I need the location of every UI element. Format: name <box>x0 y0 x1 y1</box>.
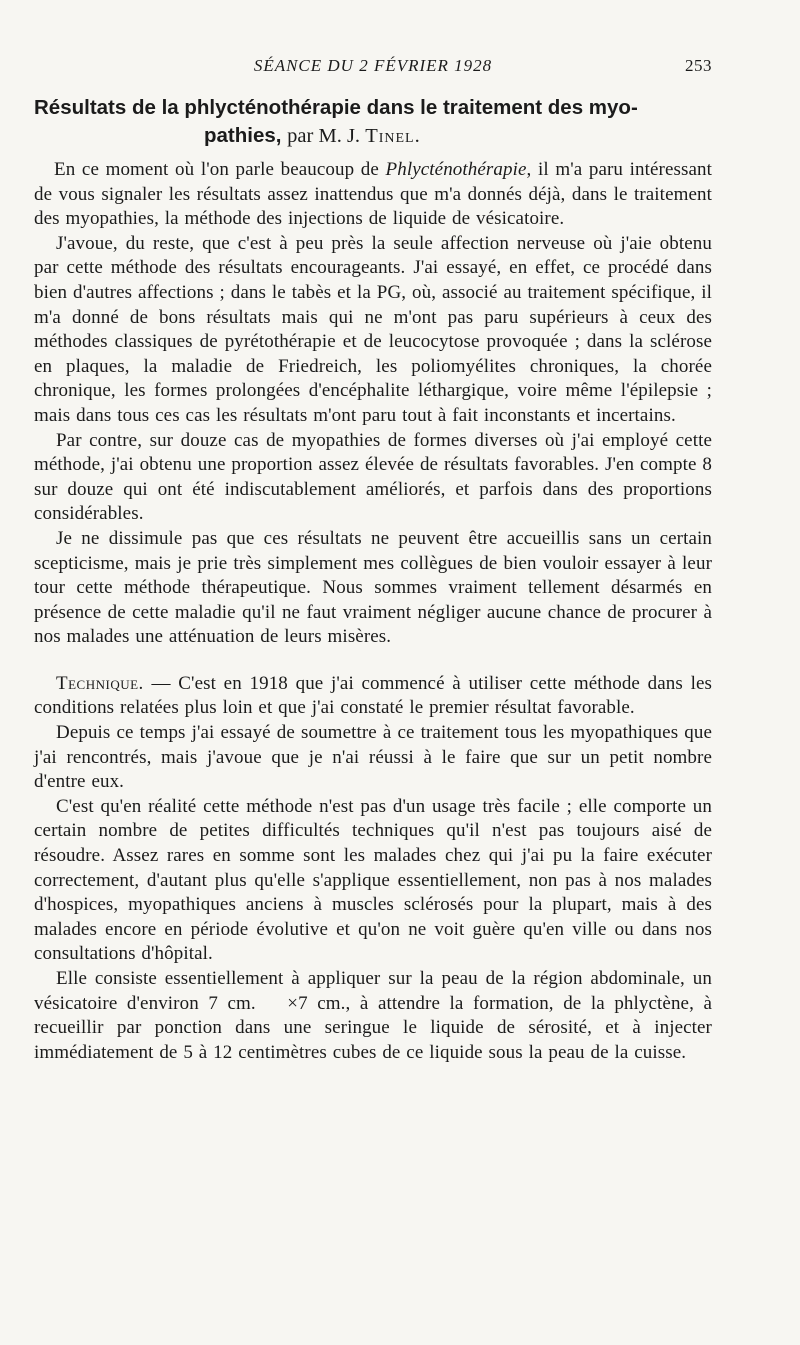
page <box>34 56 712 1065</box>
paragraph-intro-text-a: En ce moment où l'on parle beaucoup de <box>54 159 386 180</box>
byline-suffix: . <box>414 125 420 147</box>
paragraph-other-affections: J'avoue, du reste, que c'est à peu près la seule affection nerveuse où j'aie obtenu par cette méthode des résultats encourageants. J'ai essayé, en effet, ce procédé dans bien d'autres affections ; dans le tabès et la PG, où, associé au traitement spécifique, il m'a donné de bons résultats mais qui ne m'ont pas paru supérieurs à ceux des méthodes classiques de pyrétothérapie et de leucocytose provoquée ; dans la sclérose en plaques, la maladie de Friedreich, les poliomyélites chroniques, la chorée chronique, les formes prolongées d'encéphalite léthargique, voire même l'épilepsie ; mais dans tous ces cas les résultats m'ont paru tout à fait inconstants et incertains. <box>34 232 712 426</box>
title-line-2 <box>34 122 712 150</box>
running-header <box>34 56 712 84</box>
technique-heading: Technique. <box>56 672 144 694</box>
article-title <box>34 94 712 150</box>
byline <box>287 125 420 147</box>
paragraph-scepticism: Je ne dissimule pas que ces résultats ne peuvent être accueillis sans un certain scepticisme, mais je prie très simplement mes collègues de bien vouloir essayer à leur tour cette méthode thérapeutique. Nous sommes vraiment tellement désarmés en présence de cette maladie qu'il ne faut vraiment négliger aucune chance de procurer à nos malades une atténuation de leurs misères. <box>34 527 712 648</box>
running-title: SÉANCE DU 2 FÉVRIER 1928 <box>253 56 493 75</box>
author-name: Tinel <box>365 125 415 147</box>
times-sign: × <box>287 992 299 1014</box>
paragraph-difficulties: C'est qu'en réalité cette méthode n'est pas d'un usage très facile ; elle comporte un certain nombre de petites difficultés techniques qu'il n'est pas toujours aisé de résoudre. Assez rares en somme sont les malades chez qui j'ai pu la faire exécuter correctement, d'autant plus qu'elle s'applique essentiellement, non pas à nos malades d'hospices, myopathiques anciens à muscles sclérosés pour la plupart, mais à des malades encore en période évolutive et qu'on ne voit guère qu'en ville ou dans nos consultations d'hôpital. <box>34 795 712 965</box>
article-body <box>34 158 712 1065</box>
paragraph-technique <box>34 672 712 721</box>
title-text-end: pathies, <box>204 124 282 147</box>
paragraph-intro <box>34 158 712 232</box>
paragraph-procedure-text-b: 7 cm., à attendre la formation, de la phlyctène, à recueillir par ponction dans une seringue le liquide de sérosité, et à injecter immédiatement de 5 à 12 centimètres cubes de ce liquide sous la peau de la cuisse. <box>34 992 713 1063</box>
paragraph-results: Par contre, sur douze cas de myopathies de formes diverses où j'ai employé cette méthode, j'ai obtenu une proportion assez élevée de résultats favorables. J'en compte 8 sur douze qui ont été indiscutablement améliorés, et parfois dans des proportions considérables. <box>34 429 712 525</box>
paragraph-procedure-text-a: Elle consiste essentiellement à appliquer sur la peau de la région abdominale, un vésicatoire d'environ 7 cm. <box>34 968 712 1014</box>
paragraph-intro-text-b: , il m'a paru intéressant de vous signaler les résultats assez inattendus que m'a donnés déjà, dans le traitement des myopathies, la méthode des injections de liquide de vésicatoire. <box>34 159 712 230</box>
paragraph-procedure <box>34 967 712 1065</box>
paragraph-technique-text: — C'est en 1918 que j'ai commencé à utiliser cette méthode dans les conditions relatées plus loin et que j'ai constaté le premier résultat favorable. <box>34 672 712 719</box>
paragraph-since: Depuis ce temps j'ai essayé de soumettre à ce traitement tous les myopathiques que j'ai rencontrés, mais j'avoue que je n'ai réussi à le faire que sur un petit nombre d'entre eux. <box>34 722 712 793</box>
phlyctenotherapie-term: Phlycténothérapie <box>385 159 527 180</box>
page-number: 253 <box>685 56 712 75</box>
byline-prefix: par M. J. <box>287 125 361 147</box>
section-gap <box>34 650 712 672</box>
title-text: Résultats de la phlycténothérapie dans le traitement des myo- <box>34 96 638 119</box>
